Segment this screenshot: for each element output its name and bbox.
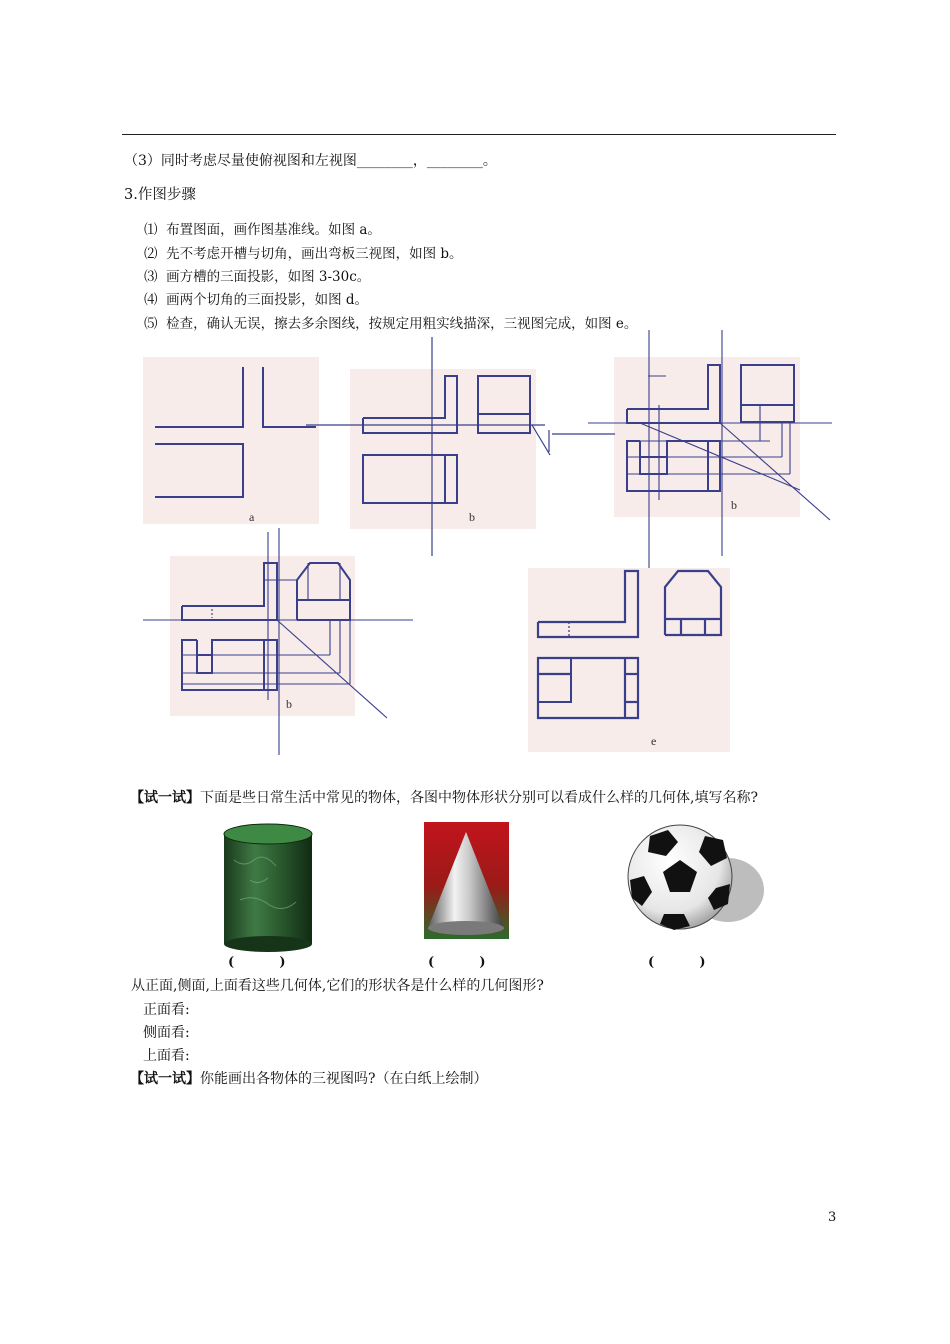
step-3: ⑶ 画方槽的三面投影，如图 3-30c。: [144, 269, 371, 285]
figure-d-drawing: [182, 563, 350, 690]
step-1: ⑴ 布置图面，画作图基准线。如图 a。: [144, 222, 381, 238]
page-number: 3: [828, 1210, 837, 1225]
try-it-1-tag: 【试一试】: [130, 790, 200, 806]
figure-a-drawing: [155, 367, 316, 497]
answer-blank-cylinder[interactable]: ( ): [228, 955, 286, 970]
answer-blank-ball[interactable]: ( ): [648, 955, 706, 970]
try-it-1: [130, 789, 758, 807]
figure-e-drawing: [538, 571, 721, 718]
step-4: ⑷ 画两个切角的三面投影，如图 d。: [144, 292, 369, 308]
step-2: ⑵ 先不考虑开槽与切角，画出弯板三视图，如图 b。: [144, 246, 463, 262]
try-it-2-tag: 【试一试】: [130, 1071, 200, 1087]
soccer-ball-image: [628, 825, 764, 930]
answer-blank-cone[interactable]: ( ): [428, 955, 486, 970]
cylinder-image: [224, 824, 312, 952]
step-5: ⑸ 检查，确认无误，擦去多余图线，按规定用粗实线描深，三视图完成，如图 e。: [144, 316, 638, 332]
section-title: 3.作图步骤: [124, 187, 196, 203]
try-it-2: [130, 1070, 488, 1088]
figure-e-label: e: [651, 734, 657, 748]
figure-a-label: a: [249, 510, 255, 524]
view-side: 侧面看:: [143, 1025, 190, 1041]
view-front: 正面看:: [143, 1002, 190, 1018]
cone-image: [424, 822, 509, 939]
try-it-2-text: 你能画出各物体的三视图吗?（在白纸上绘制）: [200, 1071, 488, 1087]
view-top: 上面看:: [143, 1048, 190, 1064]
question-2: 从正面,侧面,上面看这些几何体,它们的形状各是什么样的几何图形?: [131, 978, 544, 994]
figure-b-label: b: [469, 510, 475, 524]
try-it-1-text: 下面是些日常生活中常见的物体，各图中物体形状分别可以看成什么样的几何体,填写名称?: [200, 790, 758, 806]
question-3-line: （3）同时考虑尽量使俯视图和左视图________，________。: [124, 153, 497, 169]
figure-b-drawing: [363, 376, 530, 503]
figure-c-label: b: [731, 498, 737, 512]
figure-d-label: b: [286, 697, 292, 711]
figure-b-construction: [306, 337, 615, 556]
